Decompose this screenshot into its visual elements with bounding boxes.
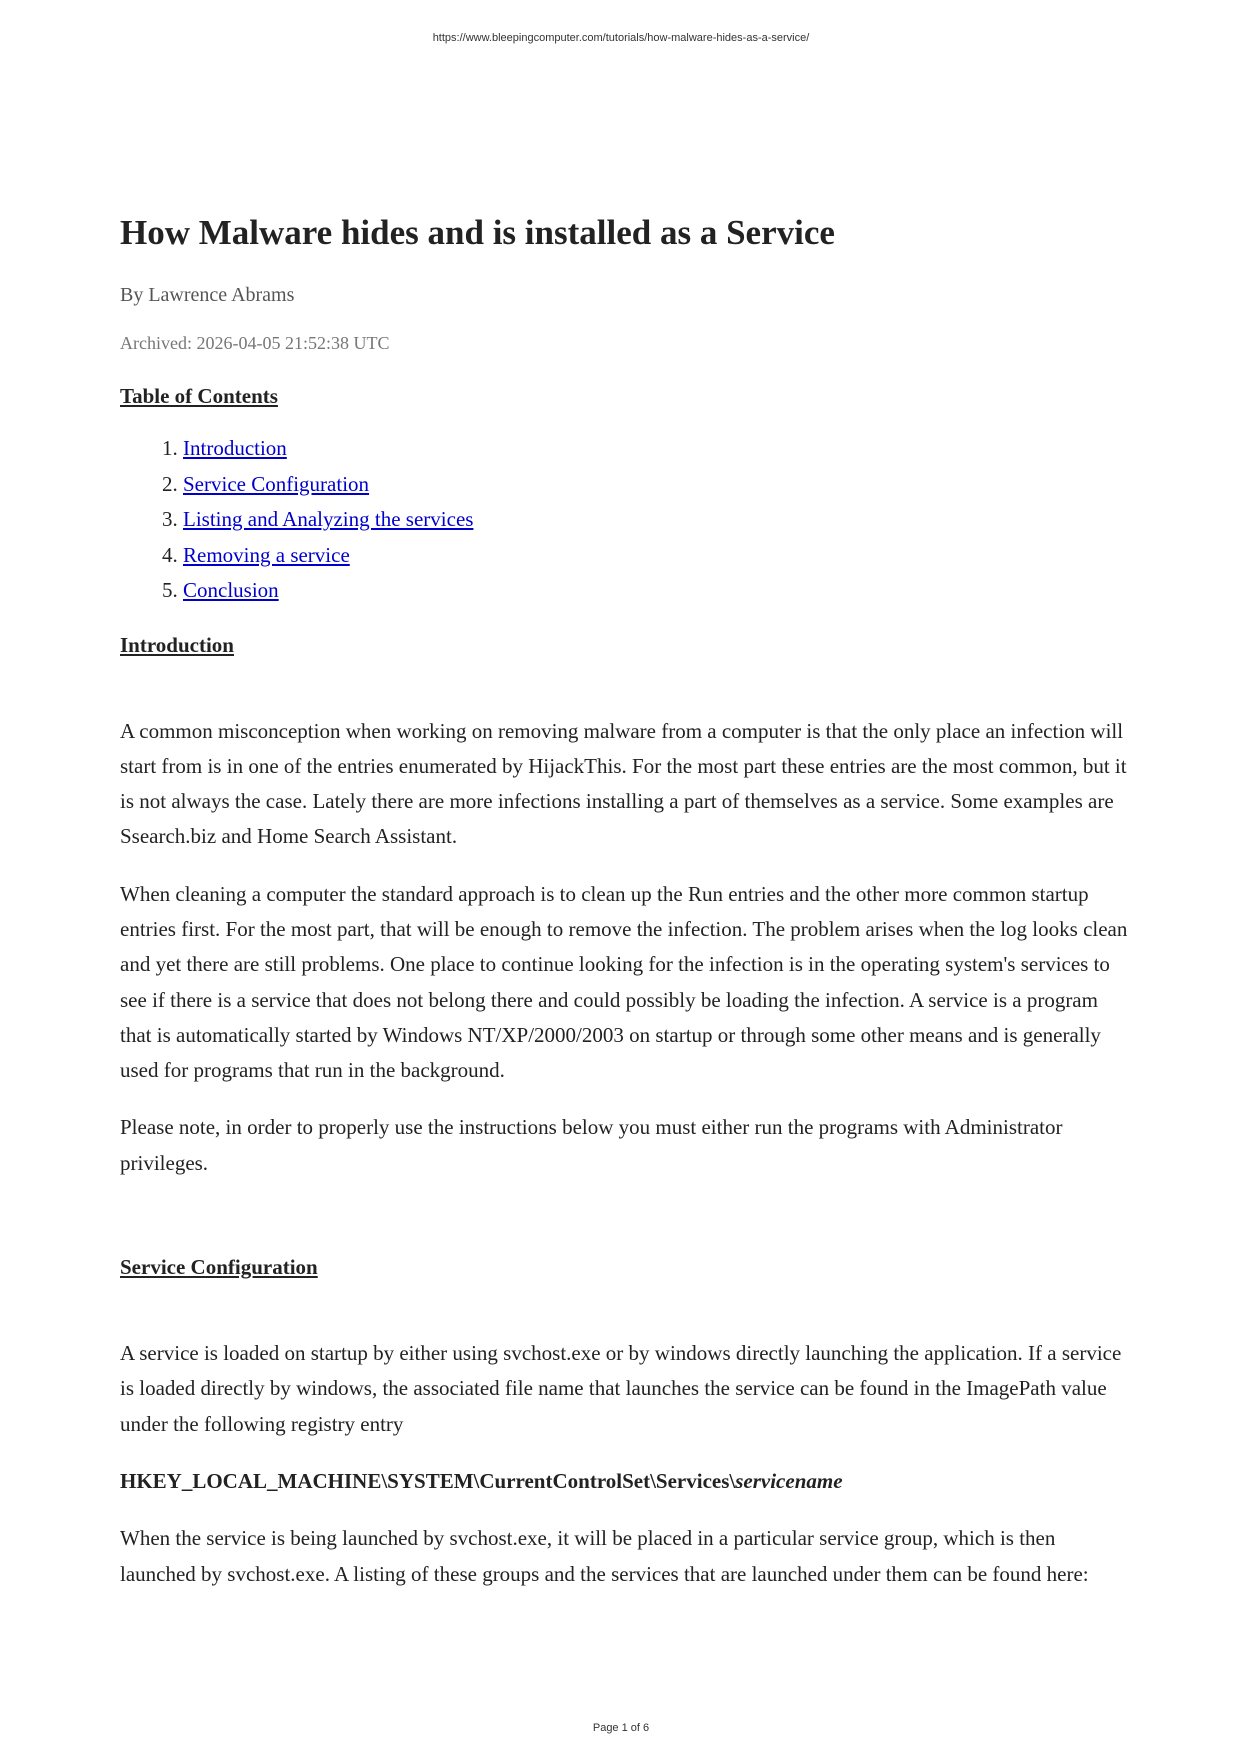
paragraph: When cleaning a computer the standard approach is to clean up the Run entries and the other more common startup entries first. For the most part, that will be enough to remove the infection. The problem arises when the log looks clean and yet there are still problems. One place to continue looking for the infection is in the operating system's services to see if there is a service that does not belong there and could possibly be loading the infection. A service is a program that is automatically started by Windows NT/XP/2000/2003 on startup or through some other means and is generally used for programs that run in the background.	[120, 881, 1128, 1083]
toc-item	[183, 573, 1130, 609]
article	[120, 212, 1130, 1614]
registry-service-name: servicename	[735, 1468, 843, 1493]
archived-timestamp: Archived: 2026-04-05 21:52:38 UTC	[120, 333, 390, 353]
toc-link-conclusion[interactable]: Conclusion	[183, 578, 279, 602]
paragraph: Please note, in order to properly use the instructions below you must either run the programs with Administrator privileges.	[120, 1115, 1063, 1175]
toc-link-removing[interactable]: Removing a service	[183, 542, 350, 567]
toc-item	[183, 467, 1130, 503]
toc-heading: Table of Contents	[120, 384, 278, 408]
paragraph: A common misconception when working on removing malware from a computer is that the only place an infection will start from is in one of the entries enumerated by HijackThis. For the most part these entries are the most common, but it is not always the case. Lately there are more infections installing a part of themselves as a service. Some examples are Ssearch.biz and Home Search Assistant.	[120, 718, 1127, 849]
registry-path: HKEY_LOCAL_MACHINE\SYSTEM\CurrentControlSet\Services\	[120, 1468, 736, 1493]
paragraph: When the service is being launched by svchost.exe, it will be placed in a particular service group, which is then launched by svchost.exe. A listing of these groups and the services that are launched under them can be found here:	[120, 1526, 1089, 1586]
toc-item	[183, 502, 1130, 538]
service-configuration-heading: Service Configuration	[120, 1255, 318, 1280]
page-title: How Malware hides and is installed as a Service	[120, 213, 835, 252]
toc-link-introduction[interactable]: Introduction	[183, 436, 287, 460]
toc-item	[183, 538, 1130, 574]
introduction-heading: Introduction	[120, 632, 234, 657]
table-of-contents	[120, 431, 1130, 609]
page-url-header: https://www.bleepingcomputer.com/tutorials/how-malware-hides-as-a-service/	[432, 32, 810, 44]
toc-item	[183, 431, 1130, 467]
toc-link-listing[interactable]: Listing and Analyzing the services	[183, 507, 474, 531]
page-number: Page 1 of 6	[592, 1722, 650, 1734]
toc-link-service-configuration[interactable]: Service Configuration	[183, 471, 370, 496]
byline: By Lawrence Abrams	[120, 284, 295, 306]
paragraph: A service is loaded on startup by either using svchost.exe or by windows directly launching the application. If a service is loaded directly by windows, the associated file name that launches the service can be found in the ImagePath value under the following registry entry	[120, 1341, 1122, 1436]
registry-key	[120, 1464, 1130, 1499]
